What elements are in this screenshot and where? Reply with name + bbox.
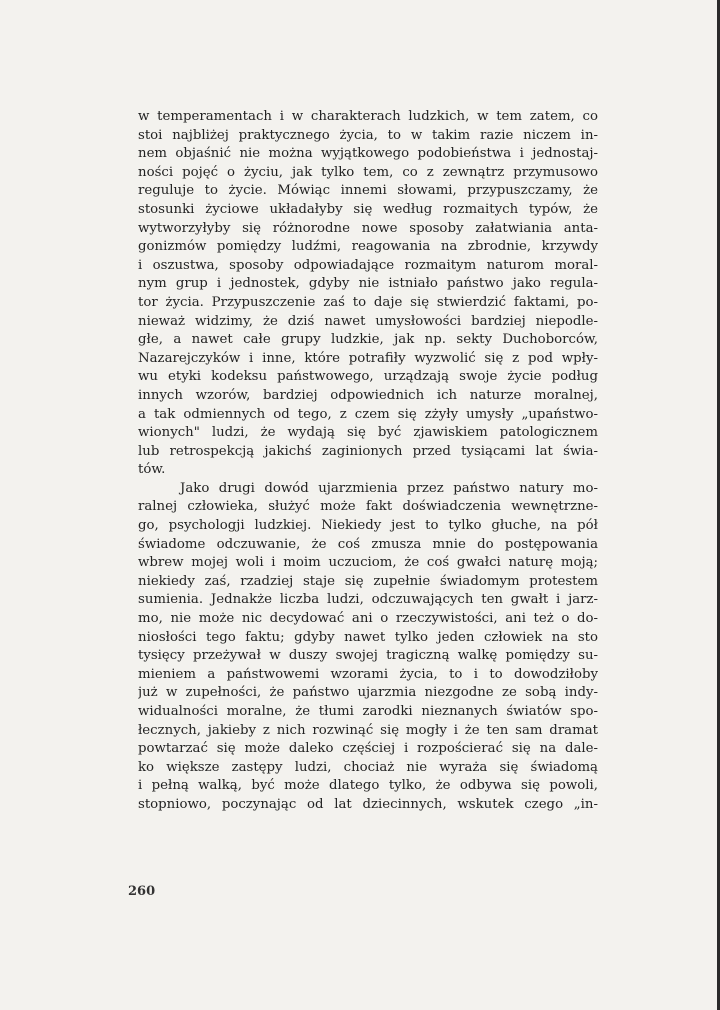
text-line: mo, nie może nic decydować ani o rzeczywistości, ani też o do- bbox=[138, 611, 598, 627]
text-line: nym grup i jednostek, gdyby nie istniało państwo jako regula- bbox=[138, 276, 598, 292]
text-line: nieważ widzimy, że dziś nawet umysłowości bardziej niepodle- bbox=[138, 313, 598, 329]
text-line: głe, a nawet całe grupy ludzkie, jak np. sekty Duchoborców, bbox=[138, 332, 598, 348]
body-text bbox=[138, 108, 598, 815]
text-line: świadome odczuwanie, że coś zmusza mnie do postępowania bbox=[138, 536, 598, 552]
text-line: stosunki życiowe układałyby się według rozmaitych typów, że bbox=[138, 201, 598, 217]
text-line: gonizmów pomiędzy ludźmi, reagowania na zbrodnie, krzywdy bbox=[138, 239, 598, 255]
text-line: i pełną walką, być może dlatego tylko, że odbywa się powoli, bbox=[138, 778, 598, 794]
text-line: reguluje to życie. Mówiąc innemi słowami, przypuszczamy, że bbox=[138, 183, 598, 199]
text-line: stoi najbliżej praktycznego życia, to w takim razie niczem in- bbox=[138, 127, 598, 143]
paragraph-end-line: tów. bbox=[138, 462, 166, 478]
paragraph-start-line: Jako drugi dowód ujarzmienia przez państwo natury mo- bbox=[180, 480, 598, 496]
text-line: sumienia. Jednakże liczba ludzi, odczuwających ten gwałt i jarz- bbox=[138, 592, 598, 608]
text-line: a tak odmiennych od tego, z czem się zżyły umysły „upaństwo- bbox=[138, 406, 598, 422]
text-line: ności pojęć o życiu, jak tylko tem, co z zewnątrz przymusowo bbox=[138, 164, 598, 180]
text-line: niekiedy zaś, rzadziej staje się zupełnie świadomym protestem bbox=[138, 573, 598, 589]
text-line: tor życia. Przypuszczenie zaś to daje się stwierdzić faktami, po- bbox=[138, 294, 598, 310]
text-line: wytworzyłyby się różnorodne nowe sposoby załatwiania anta- bbox=[138, 220, 598, 236]
text-line: ko większe zastępy ludzi, chociaż nie wyraża się świadomą bbox=[138, 759, 598, 775]
text-line: powtarzać się może daleko częściej i rozpościerać się na dale- bbox=[138, 741, 598, 757]
text-line: stopniowo, poczynając od lat dziecinnych, wskutek czego „in- bbox=[138, 796, 598, 812]
text-line: widualności moralne, że tłumi zarodki nieznanych światów spo- bbox=[138, 704, 598, 719]
text-line: łecznych, jakieby z nich rozwinąć się mogły i że ten sam dramat bbox=[138, 722, 598, 738]
text-line: Nazarejczyków i inne, które potrafiły wyzwolić się z pod wpły- bbox=[138, 350, 598, 366]
text-line: go, psychologji ludzkiej. Niekiedy jest to tylko głuche, na pół bbox=[138, 518, 598, 534]
text-line: niosłości tego faktu; gdyby nawet tylko jeden człowiek na sto bbox=[138, 629, 598, 645]
text-line: wu etyki kodeksu państwowego, urządzają swoje życie podług bbox=[138, 369, 598, 385]
text-line: lub retrospekcją jakichś zaginionych przed tysiącami lat świa- bbox=[138, 443, 598, 459]
text-line: wbrew mojej woli i moim uczuciom, że coś gwałci naturę moją; bbox=[138, 555, 598, 571]
text-line: nem objaśnić nie można wyjątkowego podobieństwa i jednostaj- bbox=[138, 146, 598, 162]
text-line: innych wzorów, bardziej odpowiednich ich naturze moralnej, bbox=[138, 387, 598, 403]
text-line: i oszustwa, sposoby odpowiadające rozmaitym naturom moral- bbox=[138, 257, 598, 273]
text-line: już w zupełności, że państwo ujarzmia niezgodne ze sobą indy- bbox=[138, 685, 598, 701]
text-line: wionych" ludzi, że wydają się być zjawiskiem patologicznem bbox=[138, 425, 598, 441]
text-line: w temperamentach i w charakterach ludzkich, w tem zatem, co bbox=[138, 109, 598, 124]
text-line: mieniem a państwowemi wzorami życia, to i to dowodziłoby bbox=[138, 666, 598, 682]
text-line: tysięcy przeżywał w duszy swojej tragiczną walkę pomiędzy su- bbox=[138, 648, 598, 664]
page-number: 260 bbox=[128, 884, 156, 899]
text-line: ralnej człowieka, służyć może fakt doświadczenia wewnętrzne- bbox=[138, 499, 598, 515]
